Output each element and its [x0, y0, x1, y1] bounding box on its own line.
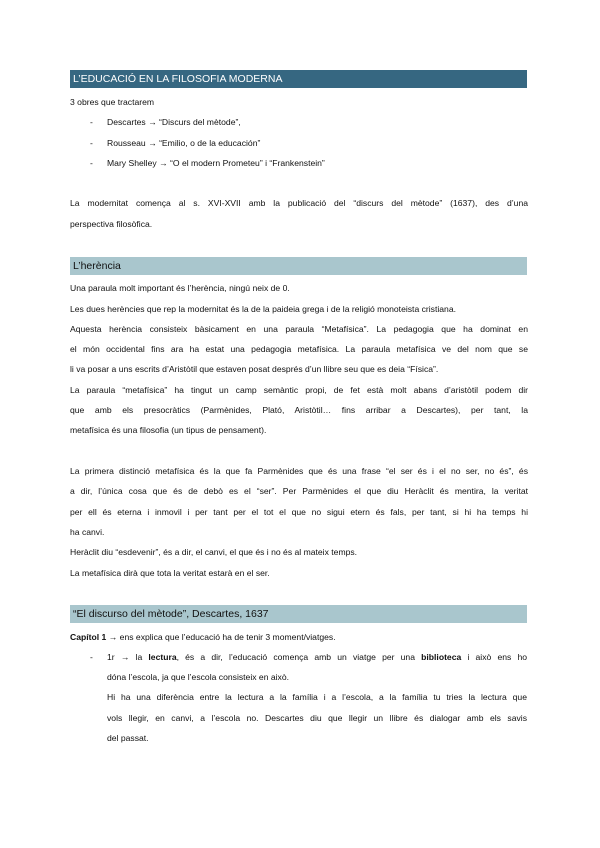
paragraph-line: Aquesta herència consisteix bàsicament en una paraula “Metafísica”. La pedagogia que ha dominat en [70, 324, 528, 334]
paragraph-line: perspectiva filosòfica. [70, 219, 153, 229]
bullet-item-descartes: Descartes → “Discurs del mètode”, [107, 117, 241, 127]
paragraph-line: vols llegir, en canvi, a l’escola no. Descartes diu que llegir un llibre és dialogar amb els savis [107, 713, 527, 723]
bullet-dash: - [90, 117, 93, 127]
paragraph-line: dóna l’escola, ja que l’escola consisteix en això. [107, 672, 290, 682]
paragraph-line: La metafísica dirà que tota la veritat estarà en el ser. [70, 568, 270, 578]
text-run: 1r → la [107, 652, 149, 662]
text-run: i això ens ho [461, 652, 528, 662]
paragraph-line: Les dues herències que rep la modernitat és la de la paideia grega i de la religió monoteista cristiana. [70, 304, 456, 314]
paragraph-line: li va posar a uns escrits d’Aristòtil que estaven posat després d’un llibre seu que es deia “Física”. [70, 364, 439, 374]
paragraph-line: La modernitat comença al s. XVI-XVII amb la publicació del “discurs del mètode” (1637), des d’una [70, 198, 528, 208]
chapter-label: Capítol 1 [70, 632, 107, 642]
paragraph-line: ha canvi. [70, 527, 105, 537]
text-run: , és a dir, l’educació comença amb un viatge per una [176, 652, 422, 662]
chapter-text: → ens explica que l’educació ha de tenir 3 moment/viatges. [106, 632, 336, 642]
chapter-line [70, 631, 528, 644]
bold-lectura: lectura [148, 652, 177, 662]
paragraph-line: La primera distinció metafísica és la que fa Parmènides que és una frase “el ser és i el no ser, no és”, és [70, 466, 528, 476]
bullet-dash: - [90, 138, 93, 148]
paragraph-line: Una paraula molt important és l’herència, ningú neix de 0. [70, 283, 290, 293]
section-heading-discurso-metode: “El discurso del mètode”, Descartes, 1637 [70, 605, 527, 623]
bullet-item-rousseau: Rousseau → “Emilio, o de la educación” [107, 138, 261, 148]
paragraph-line: Heràclit diu “esdevenir”, és a dir, el canvi, el que és i no és al mateix temps. [70, 547, 358, 557]
list-item-lectura [107, 651, 527, 664]
section-heading-filosofia-moderna: L’EDUCACIÓ EN LA FILOSOFIA MODERNA [70, 70, 527, 88]
intro-text: 3 obres que tractarem [70, 97, 155, 107]
section-heading-herencia: L’herència [70, 257, 527, 275]
bullet-item-shelley: Mary Shelley → “O el modern Prometeu” i “Frankenstein” [107, 158, 325, 168]
paragraph-line: del passat. [107, 733, 149, 743]
paragraph-line: La paraula “metafísica” ha tingut un camp semàntic propi, de fet està molt abans d’aristòtil podem dir [70, 385, 528, 395]
bullet-dash: - [90, 652, 93, 662]
paragraph-line: per ell és eterna i inmovil i per tant per el tot el que no sigui etern és fals, per tant, si hi ha temps hi [70, 507, 528, 517]
paragraph-line: metafísica és una filosofia (un tipus de pensament). [70, 425, 267, 435]
bold-biblioteca: biblioteca [421, 652, 462, 662]
paragraph-line: a dir, l’única cosa que és de debò es el “ser”. Per Parmènides el que diu Heràclit és mentira, la veritat [70, 486, 528, 496]
bullet-dash: - [90, 158, 93, 168]
paragraph-line: Hi ha una diferència entre la lectura a la família i a l’escola, a la família tu tries la lectura que [107, 692, 527, 702]
paragraph-line: el món occidental fins ara ha estat una pedagogia metafísica. La paraula metafísica ve del nom que se [70, 344, 528, 354]
paragraph-line: que amb els presocràtics (Parmènides, Plató, Aristòtil… fins arribar a Descartes), per tant, la [70, 405, 528, 415]
